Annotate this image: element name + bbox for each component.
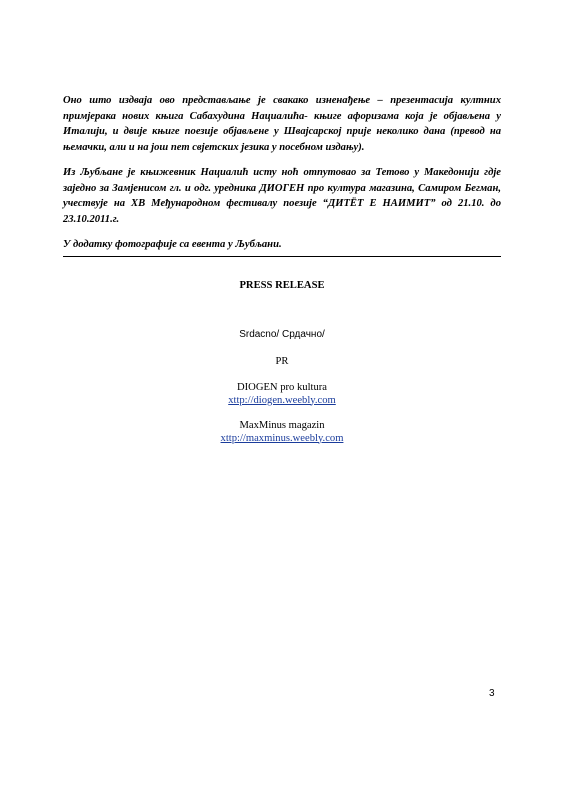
- org-maxminus: [63, 420, 501, 445]
- org-maxminus-name: MaxMinus magazin: [239, 420, 325, 431]
- press-release-heading: PRESS RELEASE: [239, 280, 325, 291]
- greeting-text: Srdacno/ Срдачно/: [239, 329, 325, 340]
- paragraph-travel: Из Љубљане је књижевник Нациалић исту ноћ отпутовао за Тетово у Македонији гдје заједно за Замјенисом гл. и одг. уредника ДИОГЕН про култура магазина, Самиром Бегман, учествује на ХВ Међународном фестивалу поезије “ДИТЁТ Е НАИМИТ” од 21.10. до 23.10.2011.г.: [63, 166, 501, 225]
- page-number: 3: [489, 688, 495, 699]
- org-diogen-link[interactable]: xttp://diogen.weebly.com: [228, 394, 336, 406]
- org-diogen: [63, 382, 501, 407]
- article-body: [63, 93, 501, 257]
- paragraph-photos-note: У додатку фотографије са евента у Љубљани.: [63, 238, 282, 250]
- paragraph-intro: Оно што издваја ово представљање је свакако изненађење – презентасија култних примјерака нових књига Сабахудина Нациалића- књиге афоризама која је објављена у Италији, и двије књиге поезије објављене у Швајсарској прије неколико дана (превод на њемачки, али и на још пет свјетских језика у посебном издању).: [63, 95, 501, 154]
- signature-block: [63, 356, 501, 369]
- signature-text: PR: [275, 356, 289, 367]
- greeting-block: [63, 329, 501, 342]
- org-maxminus-link[interactable]: xttp://maxminus.weebly.com: [220, 432, 344, 444]
- org-diogen-name: DIOGEN pro kultura: [236, 382, 328, 393]
